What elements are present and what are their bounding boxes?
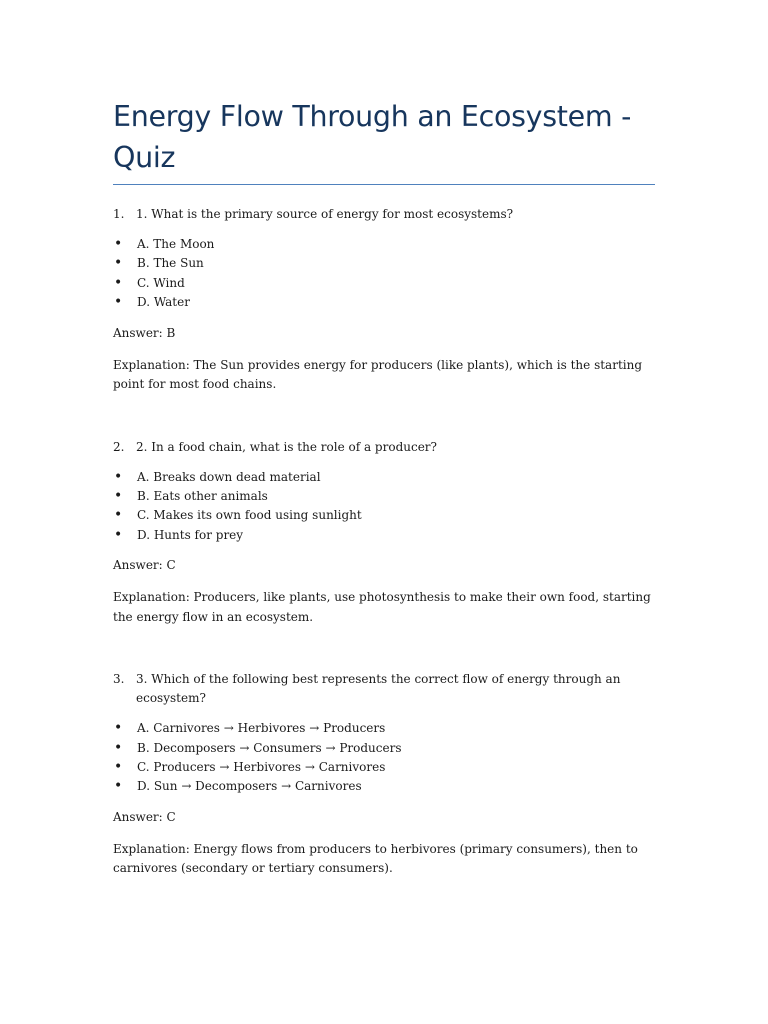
option-item [113,758,655,777]
question-number: 3. [113,672,125,687]
option-text: C. Producers → Herbivores → Carnivores [137,760,386,775]
option-item [113,719,655,738]
bullet-icon: • [114,274,123,291]
option-item [113,487,655,506]
answer-text: Answer: C [113,809,176,824]
option-text: B. Decomposers → Consumers → Producers [137,740,402,755]
question-line [113,205,655,224]
option-text: D. Hunts for prey [137,527,244,542]
bullet-icon: • [114,720,123,737]
answer-text: Answer: C [113,558,176,573]
option-item [113,526,655,545]
option-text: B. The Sun [137,256,204,271]
bullet-icon: • [114,526,123,543]
bullet-icon: • [114,778,123,795]
question-1 [113,205,655,395]
question-line [113,670,655,708]
option-item [113,254,655,273]
option-item [113,506,655,525]
option-text: C. Wind [137,275,185,290]
option-item [113,777,655,796]
options-list [113,235,655,313]
option-text: A. The Moon [137,237,215,251]
option-item [113,235,655,254]
option-text: C. Makes its own food using sunlight [137,508,362,523]
bullet-icon: • [114,294,123,311]
explanation-text: Explanation: Energy flows from producers to herbivores (primary consumers), then to carnivores (secondary or tertiary consumers). [113,841,638,876]
options-list [113,468,655,546]
bullet-icon: • [114,236,123,252]
question-text: 3. Which of the following best represents the correct flow of energy through an ecosystem? [136,672,621,706]
option-text: D. Sun → Decomposers → Carnivores [137,779,362,794]
bullet-icon: • [114,507,123,524]
document-title: Energy Flow Through an Ecosystem - Quiz [113,96,655,185]
answer-text: Answer: B [113,325,176,340]
option-item [113,468,655,487]
question-text: 1. What is the primary source of energy for most ecosystems? [136,207,514,221]
option-item [113,274,655,293]
question-text: 2. In a food chain, what is the role of a producer? [136,439,437,454]
option-text: A. Carnivores → Herbivores → Producers [137,721,386,736]
question-2 [113,438,655,628]
question-number: 2. [113,439,125,454]
document-page [113,96,655,922]
question-3 [113,670,655,879]
option-item [113,293,655,312]
bullet-icon: • [114,759,123,776]
bullet-icon: • [114,488,123,505]
explanation-text: Explanation: The Sun provides energy for producers (like plants), which is the starting point for most food chains. [113,357,643,392]
option-item [113,739,655,758]
question-number: 1. [113,207,125,221]
question-line [113,438,655,457]
option-text: A. Breaks down dead material [137,469,321,484]
bullet-icon: • [114,255,123,272]
bullet-icon: • [114,739,123,756]
option-text: D. Water [137,295,190,310]
bullet-icon: • [114,468,123,485]
explanation-text: Explanation: Producers, like plants, use photosynthesis to make their own food, starting the energy flow in an ecosystem. [113,590,651,624]
options-list [113,719,655,797]
option-text: B. Eats other animals [137,489,268,504]
